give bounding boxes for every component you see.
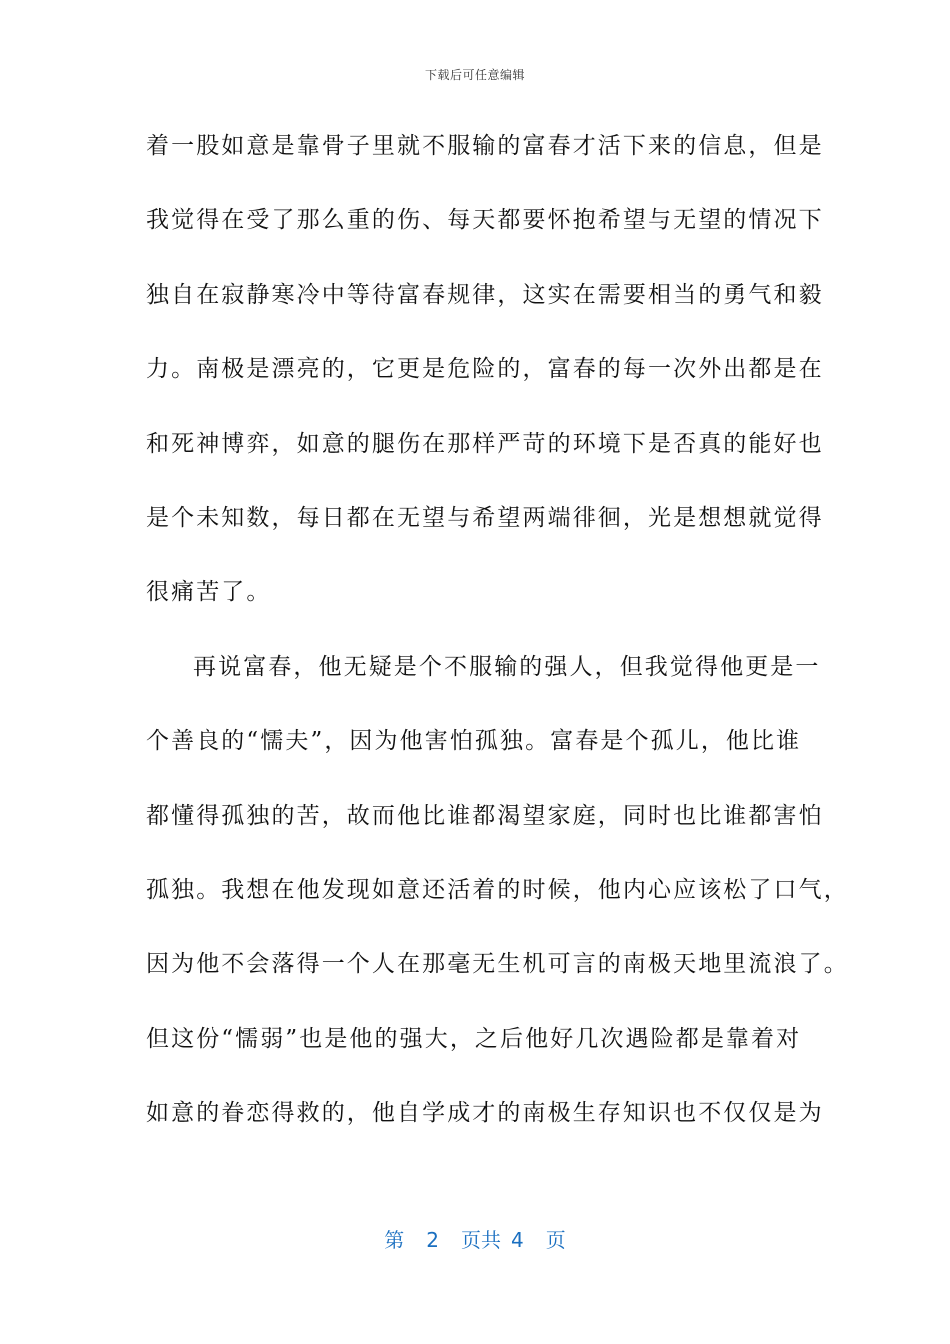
body-text (146, 118, 849, 1159)
text-line: 如意的眷恋得救的，他自学成才的南极生存知识也不仅仅是为 (146, 1100, 824, 1127)
page-suffix: 页 (545, 1228, 566, 1252)
text-line: 很痛苦了。 (146, 579, 272, 606)
text-line: 独自在寂静寒冷中等待富春规律，这实在需要相当的勇气和毅 (146, 281, 824, 308)
text-line: 因为他不会落得一个人在那毫无生机可言的南极天地里流浪了。 (146, 951, 849, 978)
page-number-footer (0, 1224, 950, 1253)
text-line: 着一股如意是靠骨子里就不服输的富春才活下来的信息，但是 (146, 133, 824, 159)
text-line: 个善良的“懦夫”，因为他害怕孤独。富春是个孤儿，他比谁 (146, 728, 802, 755)
text-line: 我觉得在受了那么重的伤、每天都要怀抱希望与无望的情况下 (146, 207, 824, 234)
current-page-number: 2 (426, 1228, 439, 1252)
text-line: 都懂得孤独的苦，故而他比谁都渴望家庭，同时也比谁都害怕 (146, 802, 824, 829)
text-line: 是个未知数，每日都在无望与希望两端徘徊，光是想想就觉得 (146, 504, 824, 531)
page-mid: 页共 (461, 1228, 501, 1252)
text-line: 力。南极是漂亮的，它更是危险的，富春的每一次外出都是在 (146, 356, 824, 383)
page-prefix: 第 (384, 1228, 405, 1252)
text-line: 但这份“懦弱”也是他的强大，之后他好几次遇险都是靠着对 (146, 1025, 802, 1052)
header-note: 下载后可任意编辑 (424, 68, 525, 82)
text-line: 孤独。我想在他发现如意还活着的时候，他内心应该松了口气， (146, 876, 849, 903)
total-pages-number: 4 (511, 1228, 524, 1252)
text-line-paragraph-start: 再说富春，他无疑是个不服输的强人，但我觉得他更是一 (193, 653, 821, 680)
text-line: 和死神博弈，如意的腿伤在那样严苛的环境下是否真的能好也 (146, 430, 824, 457)
